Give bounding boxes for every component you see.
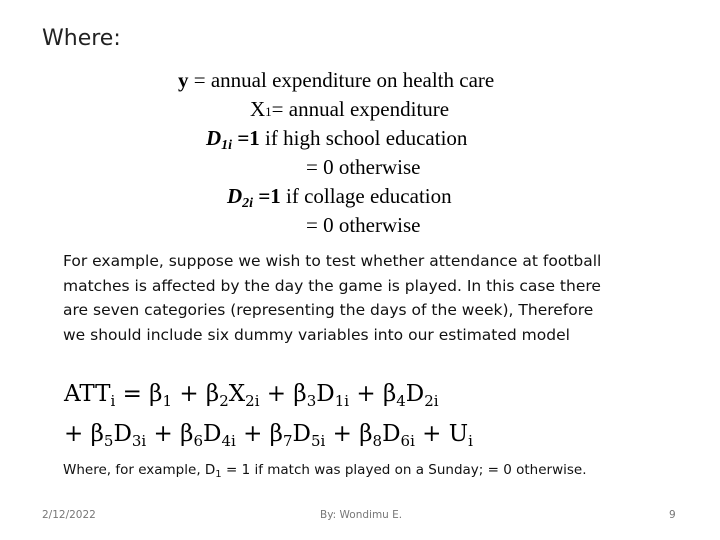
equation-term: + U bbox=[414, 421, 469, 447]
equation-subscript: 8 bbox=[372, 432, 383, 450]
note-text-after: = 1 if match was played on a Sunday; = 0 otherwise. bbox=[221, 462, 587, 478]
equation-subscript: 4 bbox=[396, 392, 406, 410]
equation-subscript: 6 bbox=[193, 432, 203, 450]
equation-subscript: 5i bbox=[310, 432, 326, 450]
equation-term: + β bbox=[259, 381, 307, 407]
equation-term: = β bbox=[115, 381, 163, 407]
paragraph-line: For example, suppose we wish to test whether attendance at football bbox=[63, 252, 602, 270]
paragraph-line: are seven categories (representing the days of the week), Therefore bbox=[63, 301, 594, 319]
equation-subscript: 6i bbox=[400, 432, 415, 450]
var-y: y bbox=[178, 68, 189, 92]
equation-line-1 bbox=[64, 378, 473, 418]
equation-subscript: 2i bbox=[424, 392, 439, 410]
equation-subscript: 7 bbox=[282, 432, 293, 450]
equation-term: + β bbox=[64, 421, 104, 447]
var-d2-subscript: 2i bbox=[242, 196, 254, 211]
page-number: 9 bbox=[669, 509, 676, 521]
equation-subscript: 1i bbox=[334, 392, 350, 410]
equation-term: + β bbox=[325, 421, 373, 447]
d1-description: if high school education bbox=[259, 126, 468, 150]
var-x-subscript: 1 bbox=[265, 104, 272, 119]
d2-equals-one: =1 bbox=[253, 184, 281, 208]
equation-term: + β bbox=[235, 421, 283, 447]
equation-subscript: 5 bbox=[103, 432, 114, 450]
equation-line-2 bbox=[64, 418, 473, 458]
equation-subscript: i bbox=[468, 432, 473, 450]
paragraph-line: matches is affected by the day the game is played. In this case there bbox=[63, 276, 601, 295]
equation-term: D bbox=[292, 421, 311, 447]
equation-term: D bbox=[405, 381, 425, 407]
equation-term: + β bbox=[172, 381, 220, 407]
definition-d2-otherwise: = 0 otherwise bbox=[306, 213, 421, 237]
example-note bbox=[63, 462, 587, 480]
example-paragraph bbox=[63, 249, 663, 347]
equation-subscript: 2i bbox=[245, 392, 260, 410]
var-d1: D bbox=[206, 126, 222, 150]
equation-subscript: i bbox=[110, 392, 116, 410]
equation-subscript: 4i bbox=[221, 432, 236, 450]
definition-y bbox=[178, 66, 494, 95]
equation-term: X bbox=[228, 381, 246, 407]
equation-subscript: 1 bbox=[162, 392, 173, 410]
equation-term: D bbox=[113, 421, 132, 447]
equation-subscript: 2 bbox=[219, 392, 229, 410]
definition-d1-otherwise: = 0 otherwise bbox=[306, 155, 421, 179]
equation-subscript: 3 bbox=[306, 392, 317, 410]
definition-x1 bbox=[250, 95, 449, 126]
equation-term: D bbox=[202, 421, 222, 447]
y-description: = annual expenditure on health care bbox=[188, 68, 495, 92]
var-d1-subscript: 1i bbox=[221, 138, 233, 153]
slide-title: Where: bbox=[42, 26, 121, 51]
equation-term: + β bbox=[146, 421, 194, 447]
d2-description: if collage education bbox=[280, 184, 452, 208]
equation-subscript: 3i bbox=[131, 432, 147, 450]
var-x: X bbox=[250, 97, 266, 121]
equation-term: ATT bbox=[64, 381, 111, 407]
equation-term: D bbox=[382, 421, 401, 447]
footer-author: By: Wondimu E. bbox=[320, 509, 403, 521]
regression-equation bbox=[64, 378, 473, 458]
footer-date: 2/12/2022 bbox=[42, 509, 96, 521]
d1-equals-one: =1 bbox=[232, 126, 260, 150]
x-description: = annual expenditure bbox=[271, 97, 450, 121]
equation-term: + β bbox=[349, 381, 397, 407]
equation-term: D bbox=[316, 381, 335, 407]
paragraph-line: we should include six dummy variables into our estimated model bbox=[63, 325, 570, 344]
note-subscript: 1 bbox=[215, 469, 222, 480]
var-d2: D bbox=[227, 184, 243, 208]
note-text-before: Where, for example, D bbox=[63, 462, 216, 478]
